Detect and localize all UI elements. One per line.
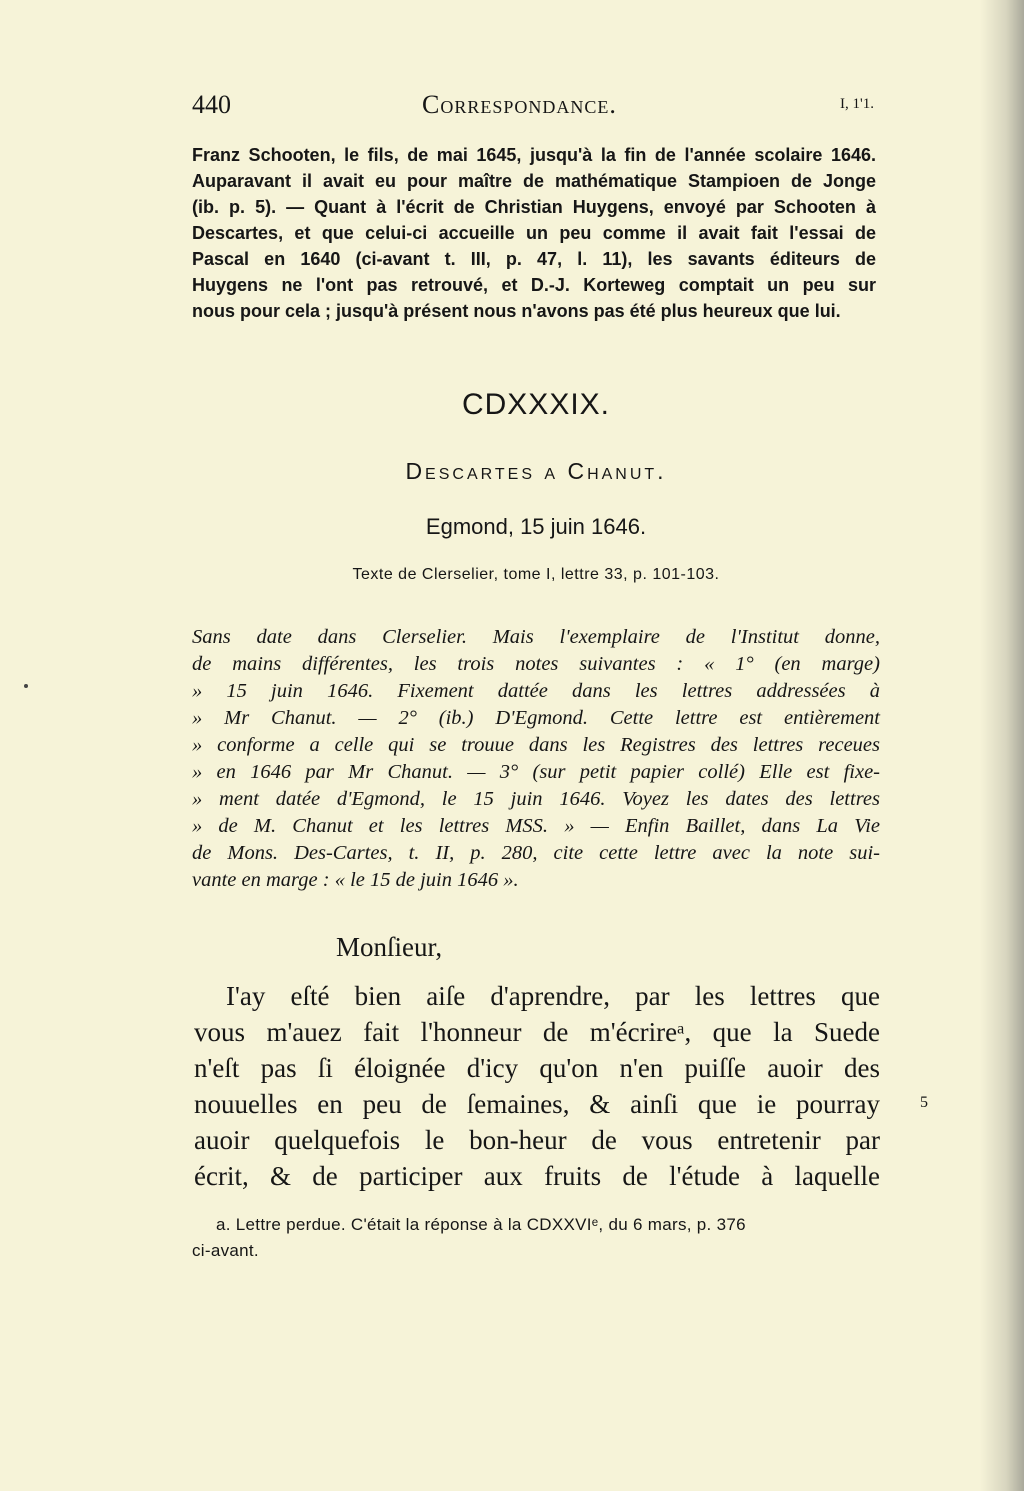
page-number: 440 — [192, 90, 231, 119]
footnote-line: a. Lettre perdue. C'était la réponse à la CDXXVIᵉ, du 6 mars, p. 376 — [216, 1215, 746, 1234]
editor-note-line: » en 1646 par Mr Chanut. — 3° (sur petit papier collé) Elle est fixe- — [192, 761, 880, 783]
letter-title: Descartes a Chanut. — [405, 458, 667, 484]
editor-note — [192, 624, 880, 894]
text-source: Texte de Clerselier, tome I, lettre 33, p. 101-103. — [352, 566, 720, 583]
editor-note-line: » conforme a celle qui se trouue dans les Registres des lettres receues — [192, 734, 880, 756]
note-line: Huygens ne l'ont pas retrouvé, et D.-J. Korteweg comptait un peu sur — [192, 275, 876, 295]
editor-note-line: » de M. Chanut et les lettres MSS. » — Enfin Baillet, dans La Vie — [192, 815, 880, 837]
note-line: nous pour cela ; jusqu'à présent nous n'avons pas été plus heureux que lui. — [192, 301, 841, 321]
body-line: nouuelles en peu de ſemaines, & ainſi que ie pourray — [194, 1089, 880, 1119]
letter-number: CDXXXIX. — [461, 388, 611, 421]
editor-note-line: de Mons. Des-Cartes, t. II, p. 280, cite cette lettre avec la note sui- — [192, 842, 880, 864]
letter-place-date: Egmond, 15 juin 1646. — [425, 514, 647, 539]
footnote — [192, 1212, 882, 1264]
note-line: Franz Schooten, le fils, de mai 1645, jusqu'à la fin de l'année scolaire 1646. — [192, 145, 876, 165]
body-line: I'ay eſté bien aiſe d'aprendre, par les lettres que — [226, 981, 880, 1011]
body-line: vous m'auez fait l'honneur de m'écrireᵃ, que la Suede — [194, 1017, 880, 1047]
editor-note-line: » 15 juin 1646. Fixement dattée dans les lettres addressées à — [192, 680, 880, 702]
note-line: Pascal en 1640 (ci-avant t. III, p. 47, l. 11), les savants éditeurs de — [192, 249, 876, 269]
editor-note-line: vante en marge : « le 15 de juin 1646 ». — [192, 869, 519, 891]
body-line: auoir quelquefois le bon-heur de vous entretenir par — [194, 1125, 880, 1155]
note-line: Descartes, et que celui-ci accueille un peu comme il avait fait l'essai de — [192, 223, 876, 243]
body-line: n'eſt pas ſi éloignée d'icy qu'on n'en puiſſe auoir des — [194, 1053, 880, 1083]
volume-mark: I, 1'1. — [840, 96, 874, 112]
margin-line-number: 5 — [920, 1094, 928, 1111]
note-line: (ib. p. 5). — Quant à l'écrit de Christian Huygens, envoyé par Schooten à — [192, 197, 876, 217]
letter-body — [194, 978, 880, 1194]
editor-note-line: » ment datée d'Egmond, le 15 juin 1646. Voyez les dates des lettres — [192, 788, 880, 810]
page-edge-shadow — [980, 0, 1024, 1491]
running-head — [192, 90, 882, 126]
body-line: écrit, & de participer aux fruits de l'étude à laquelle — [194, 1161, 880, 1191]
editor-note-line: » Mr Chanut. — 2° (ib.) D'Egmond. Cette lettre est entièrement — [192, 707, 880, 729]
editor-note-line: de mains différentes, les trois notes suivantes : « 1° (en marge) — [192, 653, 880, 675]
stray-ink-dot — [24, 684, 28, 688]
footnote-line: ci-avant. — [192, 1241, 259, 1260]
running-title: Correspondance. — [422, 90, 617, 119]
salutation: Monſieur, — [336, 932, 443, 962]
previous-letter-note — [192, 142, 876, 324]
note-line: Auparavant il avait eu pour maître de mathématique Stampioen de Jonge — [192, 171, 876, 191]
editor-note-line: Sans date dans Clerselier. Mais l'exemplaire de l'Institut donne, — [192, 626, 880, 648]
